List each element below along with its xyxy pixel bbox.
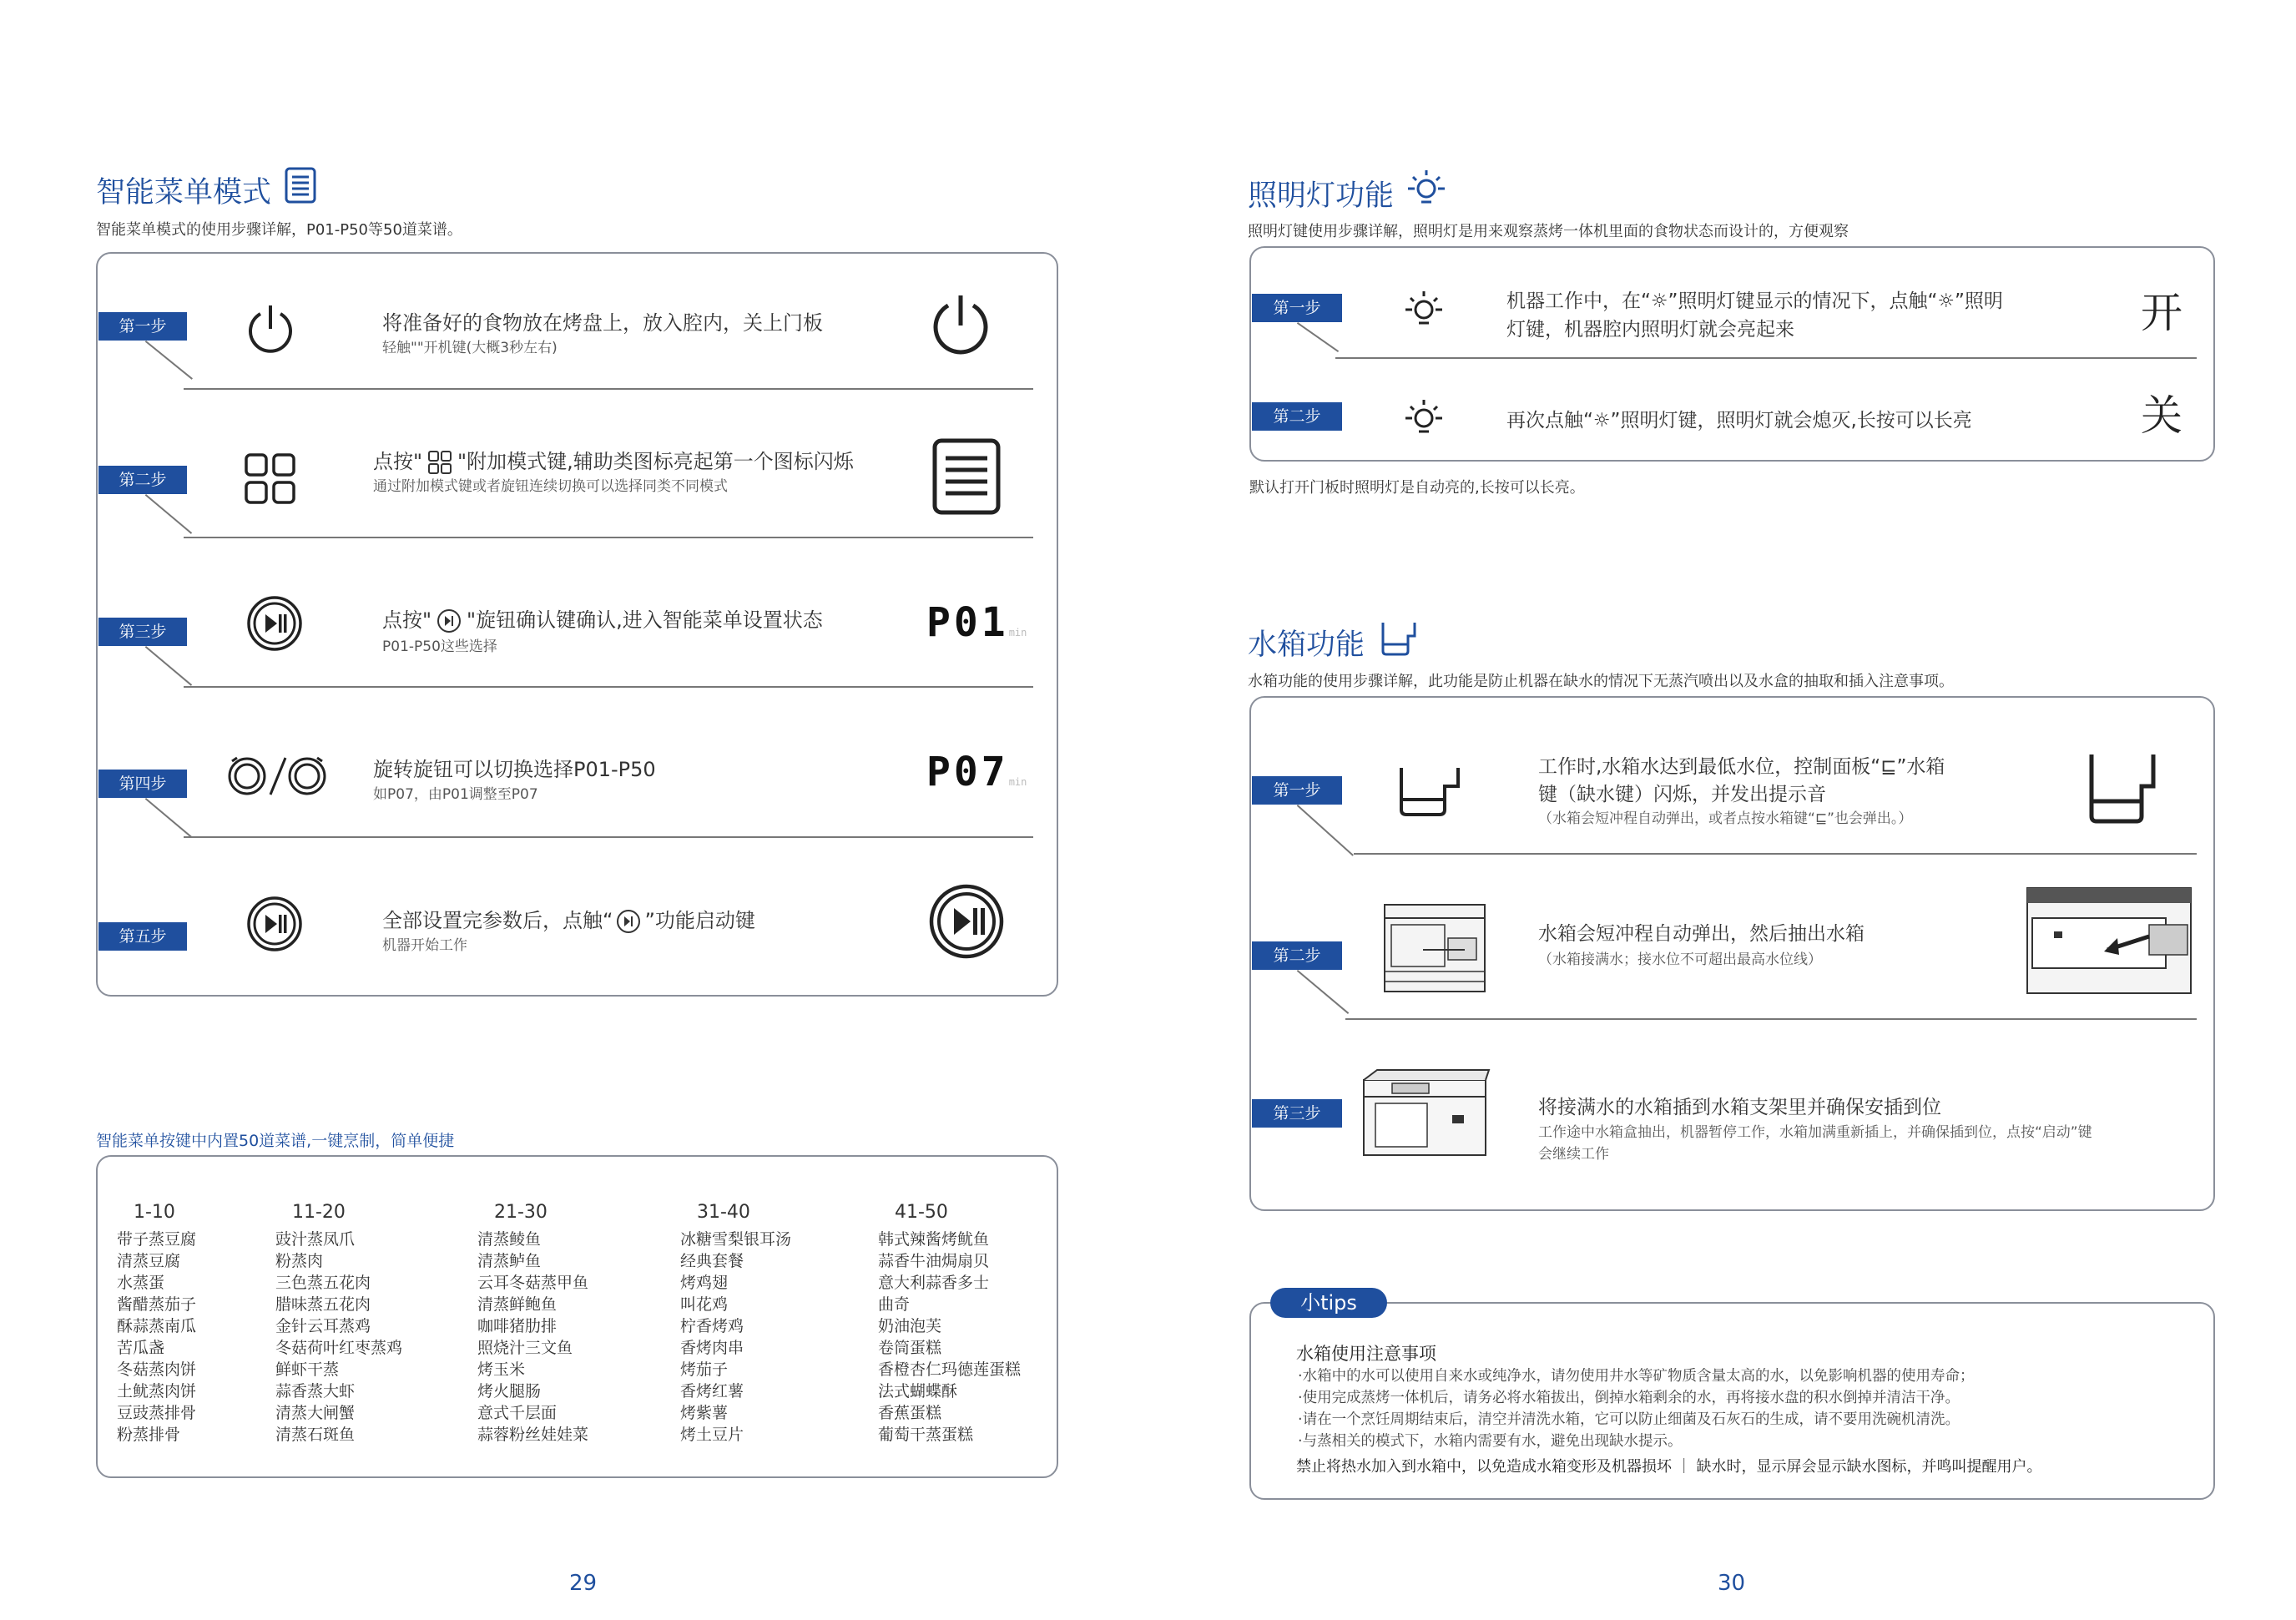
list-item: 腊味蒸五花肉 xyxy=(275,1295,371,1314)
list-item: 三色蒸五花肉 xyxy=(275,1274,371,1292)
oven-tank-pull-illustration xyxy=(2024,885,2195,997)
tips-warning: 禁止将热水加入到水箱中，以免造成水箱变形及机器损坏 ｜ 缺水时，显示屏会显示缺水图标，并鸣叫提醒用户。 xyxy=(1296,1458,2042,1476)
play-pause-icon xyxy=(436,608,462,633)
light-step-tag-2: 第二步 xyxy=(1252,402,1342,431)
list-item: 粉蒸肉 xyxy=(275,1252,324,1270)
list-item: 烤土豆片 xyxy=(680,1426,744,1444)
play-pause-icon xyxy=(245,895,304,953)
light-bulb-icon: ☼ xyxy=(1650,290,1668,312)
display-readout-p07: P07min xyxy=(926,749,1027,795)
page-number-right: 30 xyxy=(1718,1571,1746,1596)
light-bulb-icon: ☼ xyxy=(1937,290,1955,312)
step-2-text: 点按" "附加模式键,辅助类图标亮起第一个图标闪烁 xyxy=(373,450,854,473)
light-step-1-line2: 灯键，机器腔内照明灯就会亮起来 xyxy=(1506,319,1794,341)
list-item: 云耳冬菇蒸甲鱼 xyxy=(477,1274,589,1292)
play-pause-icon xyxy=(928,883,1005,960)
list-item: 韩式辣酱烤鱿鱼 xyxy=(878,1230,990,1249)
step-4-text: 旋转旋钮可以切换选择P01-P50 xyxy=(373,758,656,781)
light-note: 默认打开门板时照明灯是自动亮的,长按可以长亮。 xyxy=(1249,479,1585,497)
tips-lines xyxy=(1298,1365,1975,1452)
display-readout-p01: P01min xyxy=(926,599,1027,646)
list-item: ·请在一个烹饪周期结束后，清空并清洗水箱，它可以防止细菌及石灰石的生成，请不要用洗碗机清洗。 xyxy=(1298,1411,1960,1428)
list-item: 法式蝴蝶酥 xyxy=(878,1382,958,1400)
list-item: 烤茄子 xyxy=(680,1360,729,1379)
list-item: 奶油泡芙 xyxy=(878,1317,942,1335)
list-item: 叫花鸡 xyxy=(680,1295,729,1314)
list-item: 香橙杏仁玛德莲蛋糕 xyxy=(878,1360,1022,1379)
list-item: 酱醋蒸茄子 xyxy=(117,1295,197,1314)
list-item: 卷筒蛋糕 xyxy=(878,1339,942,1357)
list-item: 曲奇 xyxy=(878,1295,911,1314)
list-item: 烤鸡翅 xyxy=(680,1274,729,1292)
list-item: 水蒸蛋 xyxy=(117,1274,165,1292)
list-item: ·水箱中的水可以使用自来水或纯净水，请勿使用井水等矿物质含量太高的水，以免影响机器的使用寿命； xyxy=(1298,1368,1975,1385)
light-step-tag-1: 第一步 xyxy=(1252,294,1342,322)
list-item: 清蒸鲜鲍鱼 xyxy=(477,1295,558,1314)
light-bulb-icon xyxy=(1404,288,1444,330)
list-item: 苦瓜盏 xyxy=(117,1339,165,1357)
water-step-tag-1: 第一步 xyxy=(1252,776,1342,805)
light-subtitle: 照明灯键使用步骤详解，照明灯是用来观察蒸烤一体机里面的食物状态而设计的，方便观察 xyxy=(1248,223,1849,240)
light-bulb-icon xyxy=(1406,167,1446,209)
water-tank-icon xyxy=(1380,618,1418,658)
water-subtitle: 水箱功能的使用步骤详解，此功能是防止机器在缺水的情况下无蒸汽喷出以及水盒的抽取和插入注意事项。 xyxy=(1248,673,1954,690)
list-item: 烤玉米 xyxy=(477,1360,526,1379)
menu-list-icon xyxy=(932,438,1001,515)
list-item: 冬菇荷叶红枣蒸鸡 xyxy=(275,1339,403,1357)
list-item: ·与蒸相关的模式下，水箱内需要有水，避免出现缺水提示。 xyxy=(1298,1433,1683,1450)
step-1-text: 将准备好的食物放在烤盘上，放入腔内，关上门板 xyxy=(382,311,823,335)
water-tank-icon xyxy=(1398,761,1465,820)
step-3-text: 点按" "旋钮确认键确认,进入智能菜单设置状态 xyxy=(382,608,823,632)
list-item: 烤紫薯 xyxy=(680,1404,729,1422)
list-item: 香烤红薯 xyxy=(680,1382,744,1400)
step-tag-5: 第五步 xyxy=(98,922,187,951)
power-icon xyxy=(928,292,993,361)
water-step-1-hint: （水箱会短冲程自动弹出，或者点按水箱键“⊑”也会弹出。） xyxy=(1538,810,1913,827)
oven-drawer-illustration xyxy=(1381,901,1490,997)
page-title-light: 照明灯功能 xyxy=(1248,179,1395,213)
list-item: 香烤肉串 xyxy=(680,1339,744,1357)
water-step-1-line1: 工作时,水箱水达到最低水位，控制面板“⊑”水箱 xyxy=(1538,756,1945,778)
grid-icon xyxy=(244,452,297,506)
list-item: 金针云耳蒸鸡 xyxy=(275,1317,371,1335)
step-3-hint: P01-P50这些选择 xyxy=(382,638,497,655)
menu-column-2: 11-20 豉汁蒸凤爪 粉蒸肉 三色蒸五花肉 腊味蒸五花肉 金针云耳蒸鸡 冬菇荷叶红枣蒸鸡 鲜虾干蒸 蒜香蒸大虾 清蒸大闸蟹 清蒸石斑鱼 xyxy=(275,1202,403,1444)
list-item: 清蒸石斑鱼 xyxy=(275,1426,356,1444)
list-item: 清蒸豆腐 xyxy=(117,1252,181,1270)
list-item: 冬菇蒸肉饼 xyxy=(117,1360,197,1379)
list-item: 酥蒜蒸南瓜 xyxy=(117,1317,197,1335)
water-step-2-hint: （水箱接满水；接水位不可超出最高水位线） xyxy=(1538,951,1822,968)
list-item: 意大利蒜香多士 xyxy=(878,1274,990,1292)
oven-insert-illustration xyxy=(1359,1067,1492,1160)
page-title-smart-menu: 智能菜单模式 xyxy=(96,176,272,209)
list-item: 蒜香蒸大虾 xyxy=(275,1382,356,1400)
water-tank-icon: ⊑ xyxy=(1814,810,1828,827)
menu-column-5: 41-50 韩式辣酱烤鱿鱼 蒜香牛油焗扇贝 意大利蒜香多士 曲奇 奶油泡芙 卷筒蛋糕 香橙杏仁玛德莲蛋糕 法式蝴蝶酥 香蕉蛋糕 葡萄干蒸蛋糕 xyxy=(878,1202,1022,1444)
step-2-hint: 通过附加模式键或者旋钮连续切换可以选择同类不同模式 xyxy=(373,478,728,495)
list-item: 清蒸大闸蟹 xyxy=(275,1404,356,1422)
play-pause-icon xyxy=(245,594,304,653)
step-5-text: 全部设置完参数后，点触“ ”功能启动键 xyxy=(382,909,755,932)
menu-list-icon xyxy=(285,167,318,205)
water-tank-icon: ⊑ xyxy=(1880,756,1897,778)
list-item: ·使用完成蒸烤一体机后，请务必将水箱拔出，倒掉水箱剩余的水，再将接水盘的积水倒掉并清洁干净。 xyxy=(1298,1390,1960,1406)
list-item: 柠香烤鸡 xyxy=(680,1317,744,1335)
water-step-tag-2: 第二步 xyxy=(1252,941,1342,970)
step-1-hint: 轻触""开机键(大概3秒左右) xyxy=(382,340,558,356)
menu-column-4: 31-40 冰糖雪梨银耳汤 经典套餐 烤鸡翅 叫花鸡 柠香烤鸡 香烤肉串 烤茄子 香烤红薯 烤紫薯 烤土豆片 xyxy=(680,1202,792,1444)
tips-badge: 小tips xyxy=(1270,1288,1387,1318)
knob-rotate-icon xyxy=(224,751,331,801)
list-item: 带子蒸豆腐 xyxy=(117,1230,197,1249)
list-item: 蒜蓉粉丝娃娃菜 xyxy=(477,1426,589,1444)
list-item: 豆豉蒸排骨 xyxy=(117,1404,197,1422)
water-step-1-line2: 键（缺水键）闪烁，并发出提示音 xyxy=(1538,784,1826,805)
power-icon xyxy=(244,302,297,357)
light-state-on: 开 xyxy=(2141,289,2182,337)
light-state-off: 关 xyxy=(2141,391,2182,440)
list-item: 粉蒸排骨 xyxy=(117,1426,181,1444)
step-tag-4: 第四步 xyxy=(98,770,187,798)
step-4-hint: 如P07，由P01调整至P07 xyxy=(373,786,538,803)
list-item: 意式千层面 xyxy=(477,1404,558,1422)
light-step-2-text: 再次点触“☼”照明灯键，照明灯就会熄灭,长按可以长亮 xyxy=(1506,410,1972,431)
list-item: 烤火腿肠 xyxy=(477,1382,542,1400)
step-5-hint: 机器开始工作 xyxy=(382,937,467,954)
grid-icon xyxy=(427,450,452,475)
water-step-3-hint-1: 工作途中水箱盒抽出，机器暂停工作，水箱加满重新插上，并确保插到位，点按“启动”键 xyxy=(1538,1124,2092,1141)
water-step-tag-3: 第三步 xyxy=(1252,1099,1342,1128)
play-pause-icon xyxy=(616,909,641,934)
menu-column-3: 21-30 清蒸鲮鱼 清蒸鲈鱼 云耳冬菇蒸甲鱼 清蒸鲜鲍鱼 咖啡猪肋排 照烧汁三文鱼 烤玉米 烤火腿肠 意式千层面 蒜蓉粉丝娃娃菜 xyxy=(477,1202,589,1444)
list-item: 清蒸鲮鱼 xyxy=(477,1230,542,1249)
smart-menu-subtitle: 智能菜单模式的使用步骤详解，P01-P50等50道菜谱。 xyxy=(96,221,462,239)
list-item: 土鱿蒸肉饼 xyxy=(117,1382,197,1400)
step-tag-3: 第三步 xyxy=(98,618,187,646)
page-title-water: 水箱功能 xyxy=(1248,628,1365,662)
list-item: 豉汁蒸凤爪 xyxy=(275,1230,356,1249)
list-item: 清蒸鲈鱼 xyxy=(477,1252,542,1270)
light-bulb-icon: ☼ xyxy=(1592,410,1611,431)
step-tag-2: 第二步 xyxy=(98,466,187,494)
list-item: 香蕉蛋糕 xyxy=(878,1404,942,1422)
list-item: 冰糖雪梨银耳汤 xyxy=(680,1230,792,1249)
tips-heading: 水箱使用注意事项 xyxy=(1296,1344,1436,1364)
list-item: 咖啡猪肋排 xyxy=(477,1317,558,1335)
light-bulb-icon xyxy=(1404,396,1444,438)
page-number-left: 29 xyxy=(569,1571,598,1596)
list-item: 葡萄干蒸蛋糕 xyxy=(878,1426,974,1444)
light-step-1-line1: 机器工作中，在“☼”照明灯键显示的情况下，点触“☼”照明 xyxy=(1506,290,2003,312)
menu-column-1: 1-10 带子蒸豆腐 清蒸豆腐 水蒸蛋 酱醋蒸茄子 酥蒜蒸南瓜 苦瓜盏 冬菇蒸肉饼 土鱿蒸肉饼 豆豉蒸排骨 粉蒸排骨 xyxy=(117,1202,197,1444)
water-tank-icon xyxy=(2087,751,2157,826)
menu-heading: 智能菜单按键中内置50道菜谱,一键烹制，简单便捷 xyxy=(96,1132,455,1150)
list-item: 经典套餐 xyxy=(680,1252,744,1270)
water-step-3-text: 将接满水的水箱插到水箱支架里并确保安插到位 xyxy=(1538,1097,1941,1118)
list-item: 蒜香牛油焗扇贝 xyxy=(878,1252,990,1270)
water-step-3-hint-2: 会继续工作 xyxy=(1538,1146,1609,1163)
list-item: 鲜虾干蒸 xyxy=(275,1360,340,1379)
list-item: 照烧汁三文鱼 xyxy=(477,1339,573,1357)
step-tag-1: 第一步 xyxy=(98,312,187,341)
water-step-2-text: 水箱会短冲程自动弹出，然后抽出水箱 xyxy=(1538,923,1865,945)
